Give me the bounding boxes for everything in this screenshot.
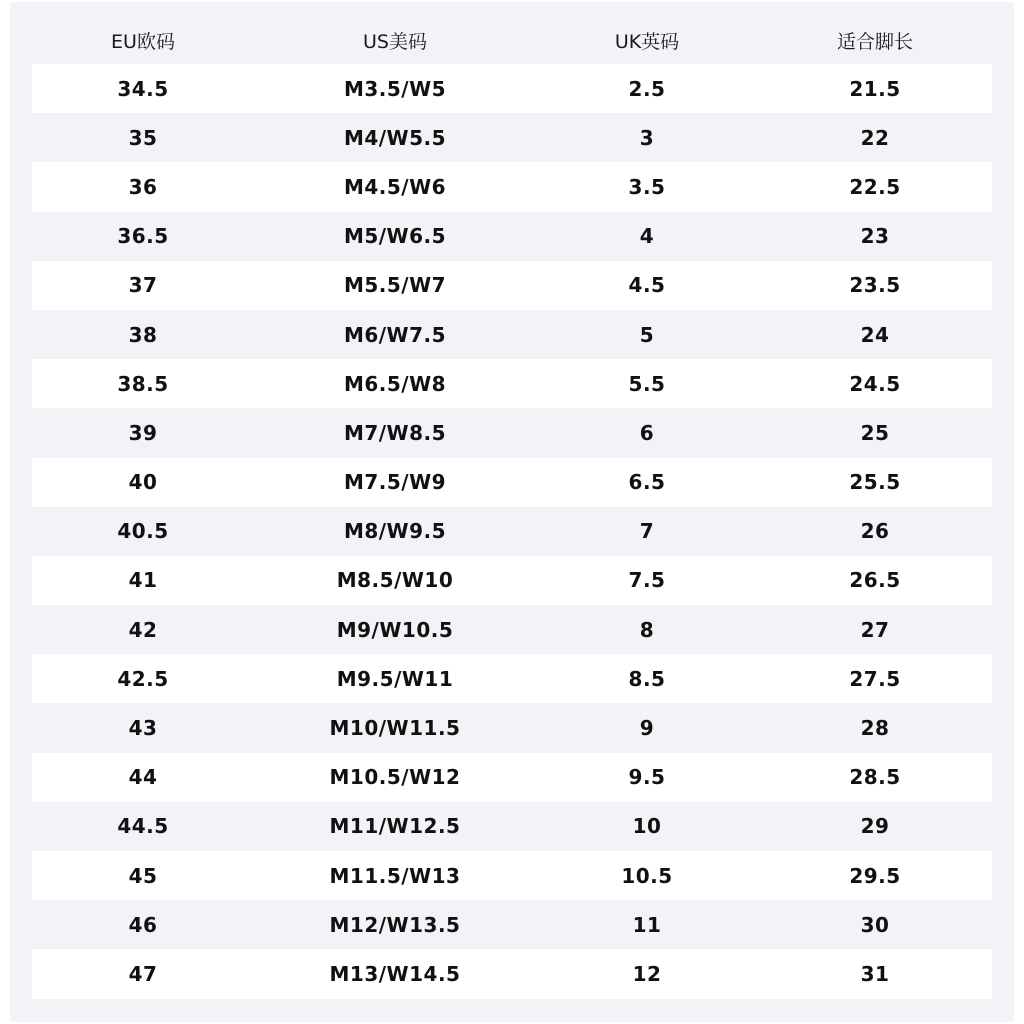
cell-uk-size: 6.5 [536,458,758,507]
cell-eu-size: 42.5 [32,654,254,703]
cell-uk-size: 2.5 [536,64,758,113]
cell-eu-size: 36 [32,162,254,211]
table-row [32,310,992,359]
cell-us-size: M4.5/W6 [254,162,536,211]
cell-foot-length: 22.5 [758,162,992,211]
cell-us-size: M11.5/W13 [254,851,536,900]
cell-uk-size: 8 [536,605,758,654]
table-row [32,851,992,900]
cell-uk-size: 7 [536,507,758,556]
cell-uk-size: 3 [536,113,758,162]
cell-foot-length: 24 [758,310,992,359]
cell-uk-size: 7.5 [536,556,758,605]
cell-foot-length: 29 [758,802,992,851]
header-eu-size: EU欧码 [111,31,175,53]
cell-us-size: M3.5/W5 [254,64,536,113]
cell-uk-size: 11 [536,900,758,949]
header-foot-length: 适合脚长 [836,31,913,53]
table-header [32,17,992,64]
table-row [32,900,992,949]
cell-foot-length: 25 [758,408,992,457]
cell-foot-length: 27.5 [758,654,992,703]
cell-uk-size: 10.5 [536,851,758,900]
cell-foot-length: 23.5 [758,261,992,310]
cell-eu-size: 40 [32,458,254,507]
table-row [32,753,992,802]
table-body [32,64,992,999]
cell-foot-length: 24.5 [758,359,992,408]
cell-us-size: M5.5/W7 [254,261,536,310]
table-row [32,654,992,703]
cell-eu-size: 38 [32,310,254,359]
cell-eu-size: 45 [32,851,254,900]
cell-us-size: M11/W12.5 [254,802,536,851]
cell-us-size: M5/W6.5 [254,212,536,261]
cell-foot-length: 28 [758,703,992,752]
table-row [32,703,992,752]
cell-uk-size: 12 [536,949,758,998]
cell-uk-size: 9 [536,703,758,752]
table-row [32,949,992,998]
cell-eu-size: 36.5 [32,212,254,261]
cell-eu-size: 44 [32,753,254,802]
table-row [32,556,992,605]
cell-us-size: M8.5/W10 [254,556,536,605]
cell-foot-length: 23 [758,212,992,261]
cell-foot-length: 25.5 [758,458,992,507]
table-row [32,162,992,211]
cell-eu-size: 46 [32,900,254,949]
cell-foot-length: 27 [758,605,992,654]
cell-eu-size: 37 [32,261,254,310]
table-row [32,802,992,851]
cell-foot-length: 30 [758,900,992,949]
cell-us-size: M9/W10.5 [254,605,536,654]
cell-uk-size: 3.5 [536,162,758,211]
header-row [32,17,992,64]
cell-uk-size: 5 [536,310,758,359]
table-row [32,507,992,556]
cell-eu-size: 41 [32,556,254,605]
cell-foot-length: 21.5 [758,64,992,113]
cell-us-size: M7/W8.5 [254,408,536,457]
cell-us-size: M12/W13.5 [254,900,536,949]
table-row [32,605,992,654]
table-row [32,261,992,310]
cell-eu-size: 47 [32,949,254,998]
cell-uk-size: 6 [536,408,758,457]
cell-uk-size: 4.5 [536,261,758,310]
cell-us-size: M10.5/W12 [254,753,536,802]
cell-eu-size: 38.5 [32,359,254,408]
cell-uk-size: 8.5 [536,654,758,703]
cell-foot-length: 26 [758,507,992,556]
shoe-size-table [32,17,992,999]
table-row [32,212,992,261]
cell-uk-size: 10 [536,802,758,851]
cell-foot-length: 29.5 [758,851,992,900]
cell-eu-size: 42 [32,605,254,654]
header-us-size: US美码 [363,31,427,53]
cell-foot-length: 28.5 [758,753,992,802]
cell-eu-size: 39 [32,408,254,457]
cell-us-size: M7.5/W9 [254,458,536,507]
table-row [32,458,992,507]
cell-us-size: M6/W7.5 [254,310,536,359]
cell-eu-size: 34.5 [32,64,254,113]
cell-eu-size: 35 [32,113,254,162]
header-uk-size: UK英码 [614,31,680,53]
cell-eu-size: 43 [32,703,254,752]
cell-uk-size: 9.5 [536,753,758,802]
cell-us-size: M13/W14.5 [254,949,536,998]
cell-foot-length: 26.5 [758,556,992,605]
table-row [32,408,992,457]
cell-eu-size: 44.5 [32,802,254,851]
table-row [32,64,992,113]
size-chart-panel [10,2,1014,1022]
cell-us-size: M9.5/W11 [254,654,536,703]
cell-foot-length: 22 [758,113,992,162]
cell-us-size: M8/W9.5 [254,507,536,556]
cell-foot-length: 31 [758,949,992,998]
cell-us-size: M10/W11.5 [254,703,536,752]
cell-us-size: M6.5/W8 [254,359,536,408]
table-row [32,113,992,162]
cell-us-size: M4/W5.5 [254,113,536,162]
cell-eu-size: 40.5 [32,507,254,556]
cell-uk-size: 4 [536,212,758,261]
table-row [32,359,992,408]
cell-uk-size: 5.5 [536,359,758,408]
